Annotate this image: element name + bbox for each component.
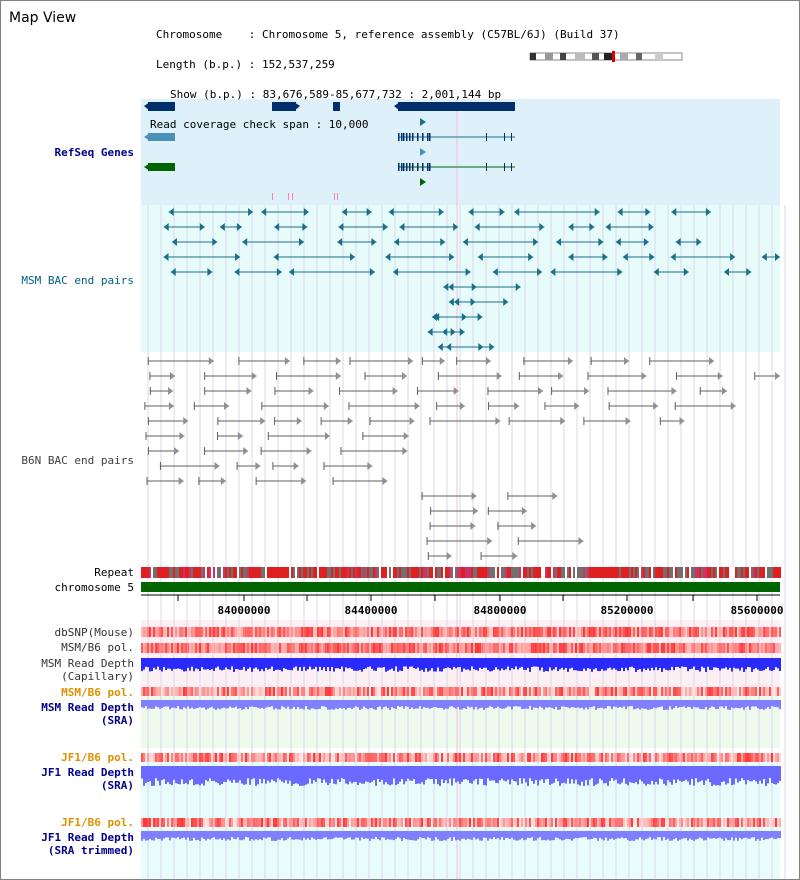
axis-tick-label: 84000000 — [217, 604, 271, 617]
length-info: Length (b.p.) : 152,537,259 — [156, 58, 335, 71]
label-dbsnp: dbSNP(Mouse) — [54, 626, 134, 639]
label-b6n-bac: B6N BAC end pairs — [21, 454, 134, 467]
label-msm-b6-pol-1: MSM/B6 pol. — [61, 641, 134, 654]
label-jf1-depth-sra-line1: JF1 Read Depth — [41, 766, 134, 779]
axis-tick-label: 84400000 — [344, 604, 398, 617]
label-msm-depth-sra — [41, 701, 134, 727]
coverage-info: Read coverage check span : 10,000 — [150, 118, 369, 131]
label-refseq-genes: RefSeq Genes — [54, 146, 134, 159]
label-jf1-depth-trim-line1: JF1 Read Depth — [41, 831, 134, 844]
label-repeat: Repeat — [94, 566, 134, 579]
page-title: Map View — [9, 10, 77, 26]
label-msm-b6-pol-2: MSM/B6 pol. — [61, 686, 134, 699]
label-msm-bac: MSM BAC end pairs — [21, 274, 134, 287]
label-jf1-depth-trim-line2: (SRA trimmed) — [47, 844, 134, 857]
region-info — [150, 10, 620, 150]
label-jf1-b6-pol-2: JF1/B6 pol. — [61, 816, 134, 829]
label-chromosome: chromosome 5 — [54, 581, 134, 594]
label-jf1-b6-pol-1: JF1/B6 pol. — [61, 751, 134, 764]
axis-tick-label: 85200000 — [600, 604, 654, 617]
show-info: Show (b.p.) : 83,676,589-85,677,732 : 2,001,144 bp — [170, 88, 502, 101]
axis-tick-label: 84800000 — [473, 604, 527, 617]
label-msm-depth-sra-line2: (SRA) — [100, 714, 134, 727]
axis-tick-label: 85600000 — [730, 604, 784, 617]
label-jf1-depth-trim — [41, 831, 134, 857]
label-jf1-depth-sra-line2: (SRA) — [100, 779, 134, 792]
label-jf1-depth-sra — [41, 766, 134, 792]
label-msm-depth-sra-line1: MSM Read Depth — [41, 701, 134, 714]
label-msm-depth-cap-line1: MSM Read Depth — [41, 657, 134, 670]
chromosome-info: Chromosome : Chromosome 5, reference assembly (C57BL/6J) (Build 37) — [156, 28, 620, 41]
label-msm-depth-cap-line2: (Capillary) — [61, 670, 134, 683]
label-msm-depth-cap — [41, 657, 134, 683]
